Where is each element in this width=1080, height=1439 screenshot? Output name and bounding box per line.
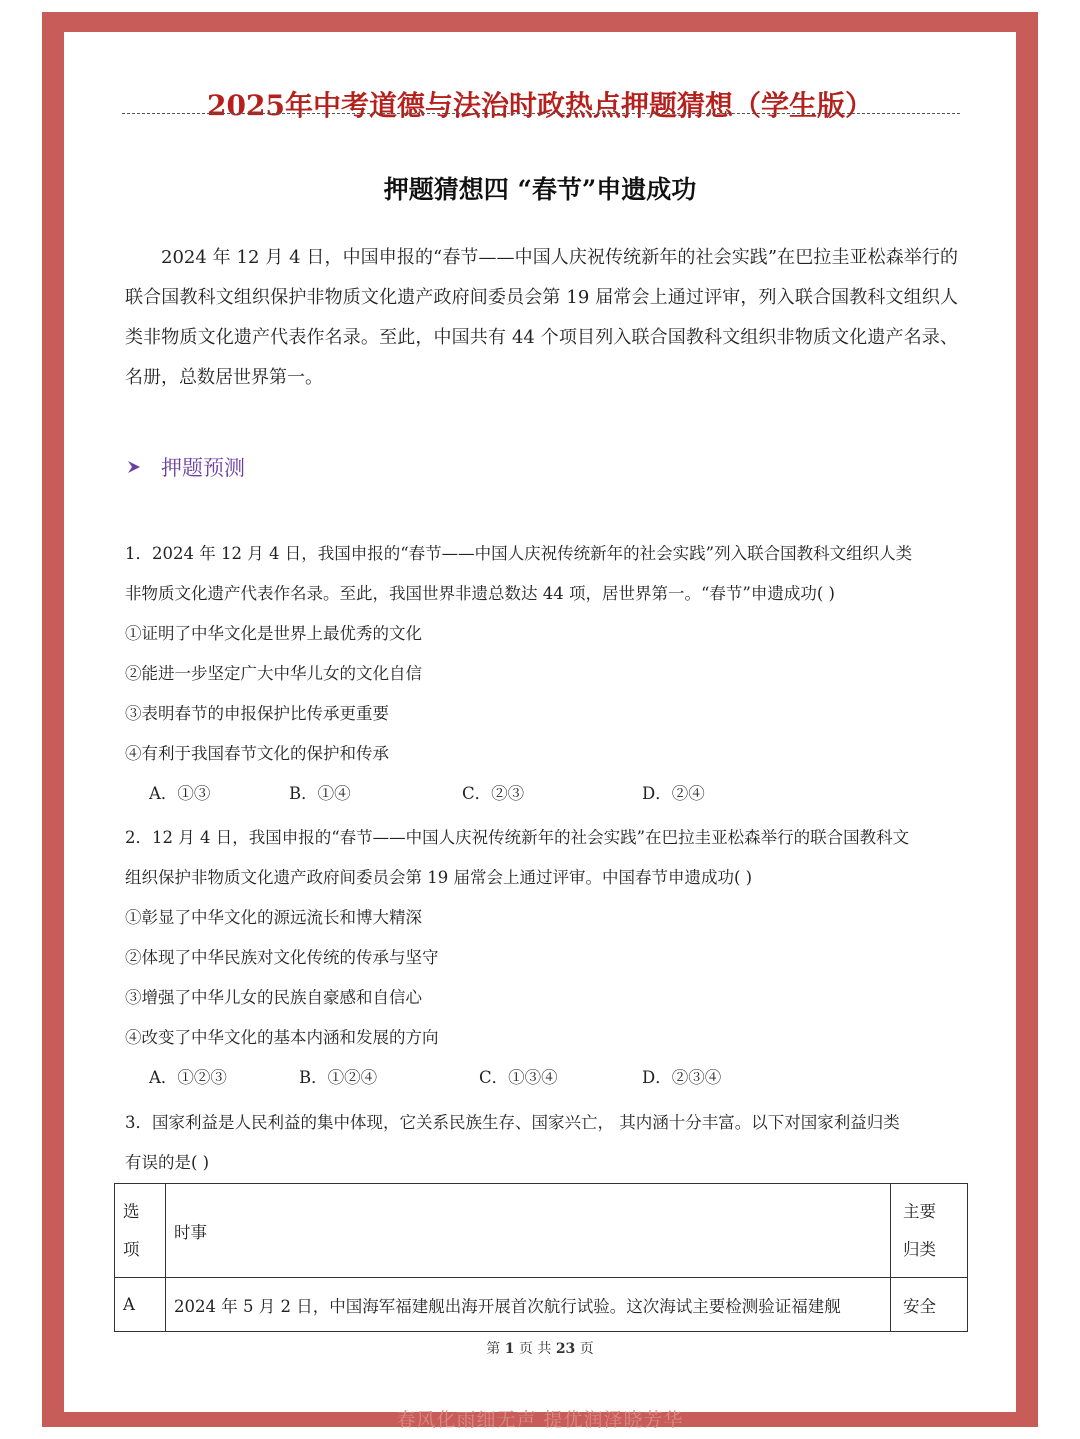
question-item: ③增强了中华儿女的民族自豪感和自信心 [125,988,422,1007]
table-cell-category: 安全 [891,1278,968,1332]
answer-options [125,774,960,814]
question-item: ②体现了中华民族对文化传统的传承与坚守 [125,948,439,967]
question-item: ①彰显了中华文化的源远流长和博大精深 [125,908,422,927]
table-cell-option: A [115,1278,166,1332]
question-stem-line: 有误的是( ) [125,1153,210,1172]
question-2 [125,818,960,1098]
arrow-right-icon [125,458,143,476]
answer-option-a[interactable]: A．①③ [149,784,211,803]
question-item: ①证明了中华文化是世界上最优秀的文化 [125,624,422,643]
table-header-event: 时事 [166,1184,891,1278]
section-heading [125,450,245,484]
table-header-row [115,1184,968,1278]
question-stem-line: 组织保护非物质文化遗产政府间委员会第 19 届常会上通过评审。中国春节申遗成功( ) [125,868,753,887]
question-stem-line: 非物质文化遗产代表作名录。至此，我国世界非遗总数达 44 项，居世界第一。“春节”申遗成功( ) [125,584,835,603]
answer-option-d[interactable]: D．②④ [642,784,705,803]
question-stem-line: 3．国家利益是人民利益的集中体现，它关系民族生存、国家兴亡， 其内涵十分丰富。以下对国家利益归类 [125,1113,900,1132]
table-header-category: 主要 归类 [891,1184,968,1278]
answer-option-c[interactable]: C．①③④ [479,1068,558,1087]
footer-watermark: 春风化雨细无声 提优润泽晓芳华 [396,1409,684,1431]
document-header-title: 2025年中考道德与法治时政热点押题猜想（学生版） [207,89,873,122]
current-page-number: 1 [504,1341,515,1357]
answer-option-d[interactable]: D．②③④ [642,1068,722,1087]
question-3 [125,1103,960,1183]
table-cell-event: 2024 年 5 月 2 日，中国海军福建舰出海开展首次航行试验。这次海试主要检测验证福建舰 [166,1278,891,1332]
question-item: ③表明春节的申报保护比传承更重要 [125,704,389,723]
question-1 [125,534,960,814]
question-3-table [114,1183,968,1332]
answer-options [125,1058,960,1098]
answer-option-c[interactable]: C．②③ [462,784,525,803]
answer-option-b[interactable]: B．①②④ [299,1068,378,1087]
question-item: ④有利于我国春节文化的保护和传承 [125,744,389,763]
table-header-option: 选 项 [115,1184,166,1278]
header-dashed-rule [122,113,960,114]
question-stem-line: 1．2024 年 12 月 4 日，我国申报的“春节——中国人庆祝传统新年的社会实践”列入联合国教科文组织人类 [125,544,913,563]
intro-paragraph: 2024 年 12 月 4 日，中国申报的“春节——中国人庆祝传统新年的社会实践”在巴拉圭亚松森举行的联合国教科文组织保护非物质文化遗产政府间委员会第 19 届常会上通过评审，列入联合国教科文组织人类非物质文化遗产代表作名录。至此，中国共有 44 个项目列入联合国教科文组织非物质文化遗产名录、名册，总数居世界第一。 [125,247,958,388]
page-footer: 第 1 页 共 23 页 [486,1341,594,1357]
question-item: ④改变了中华文化的基本内涵和发展的方向 [125,1028,439,1047]
question-item: ②能进一步坚定广大中华儿女的文化自信 [125,664,422,683]
answer-option-a[interactable]: A．①②③ [149,1068,227,1087]
answer-option-b[interactable]: B．①④ [289,784,351,803]
section-heading-label: 押题预测 [161,456,245,480]
table-row [115,1278,968,1332]
section-title: 押题猜想四 “春节”申遗成功 [383,175,697,204]
question-stem-line: 2．12 月 4 日，我国申报的“春节——中国人庆祝传统新年的社会实践”在巴拉圭亚松森举行的联合国教科文 [125,828,910,847]
total-page-number: 23 [555,1341,576,1357]
